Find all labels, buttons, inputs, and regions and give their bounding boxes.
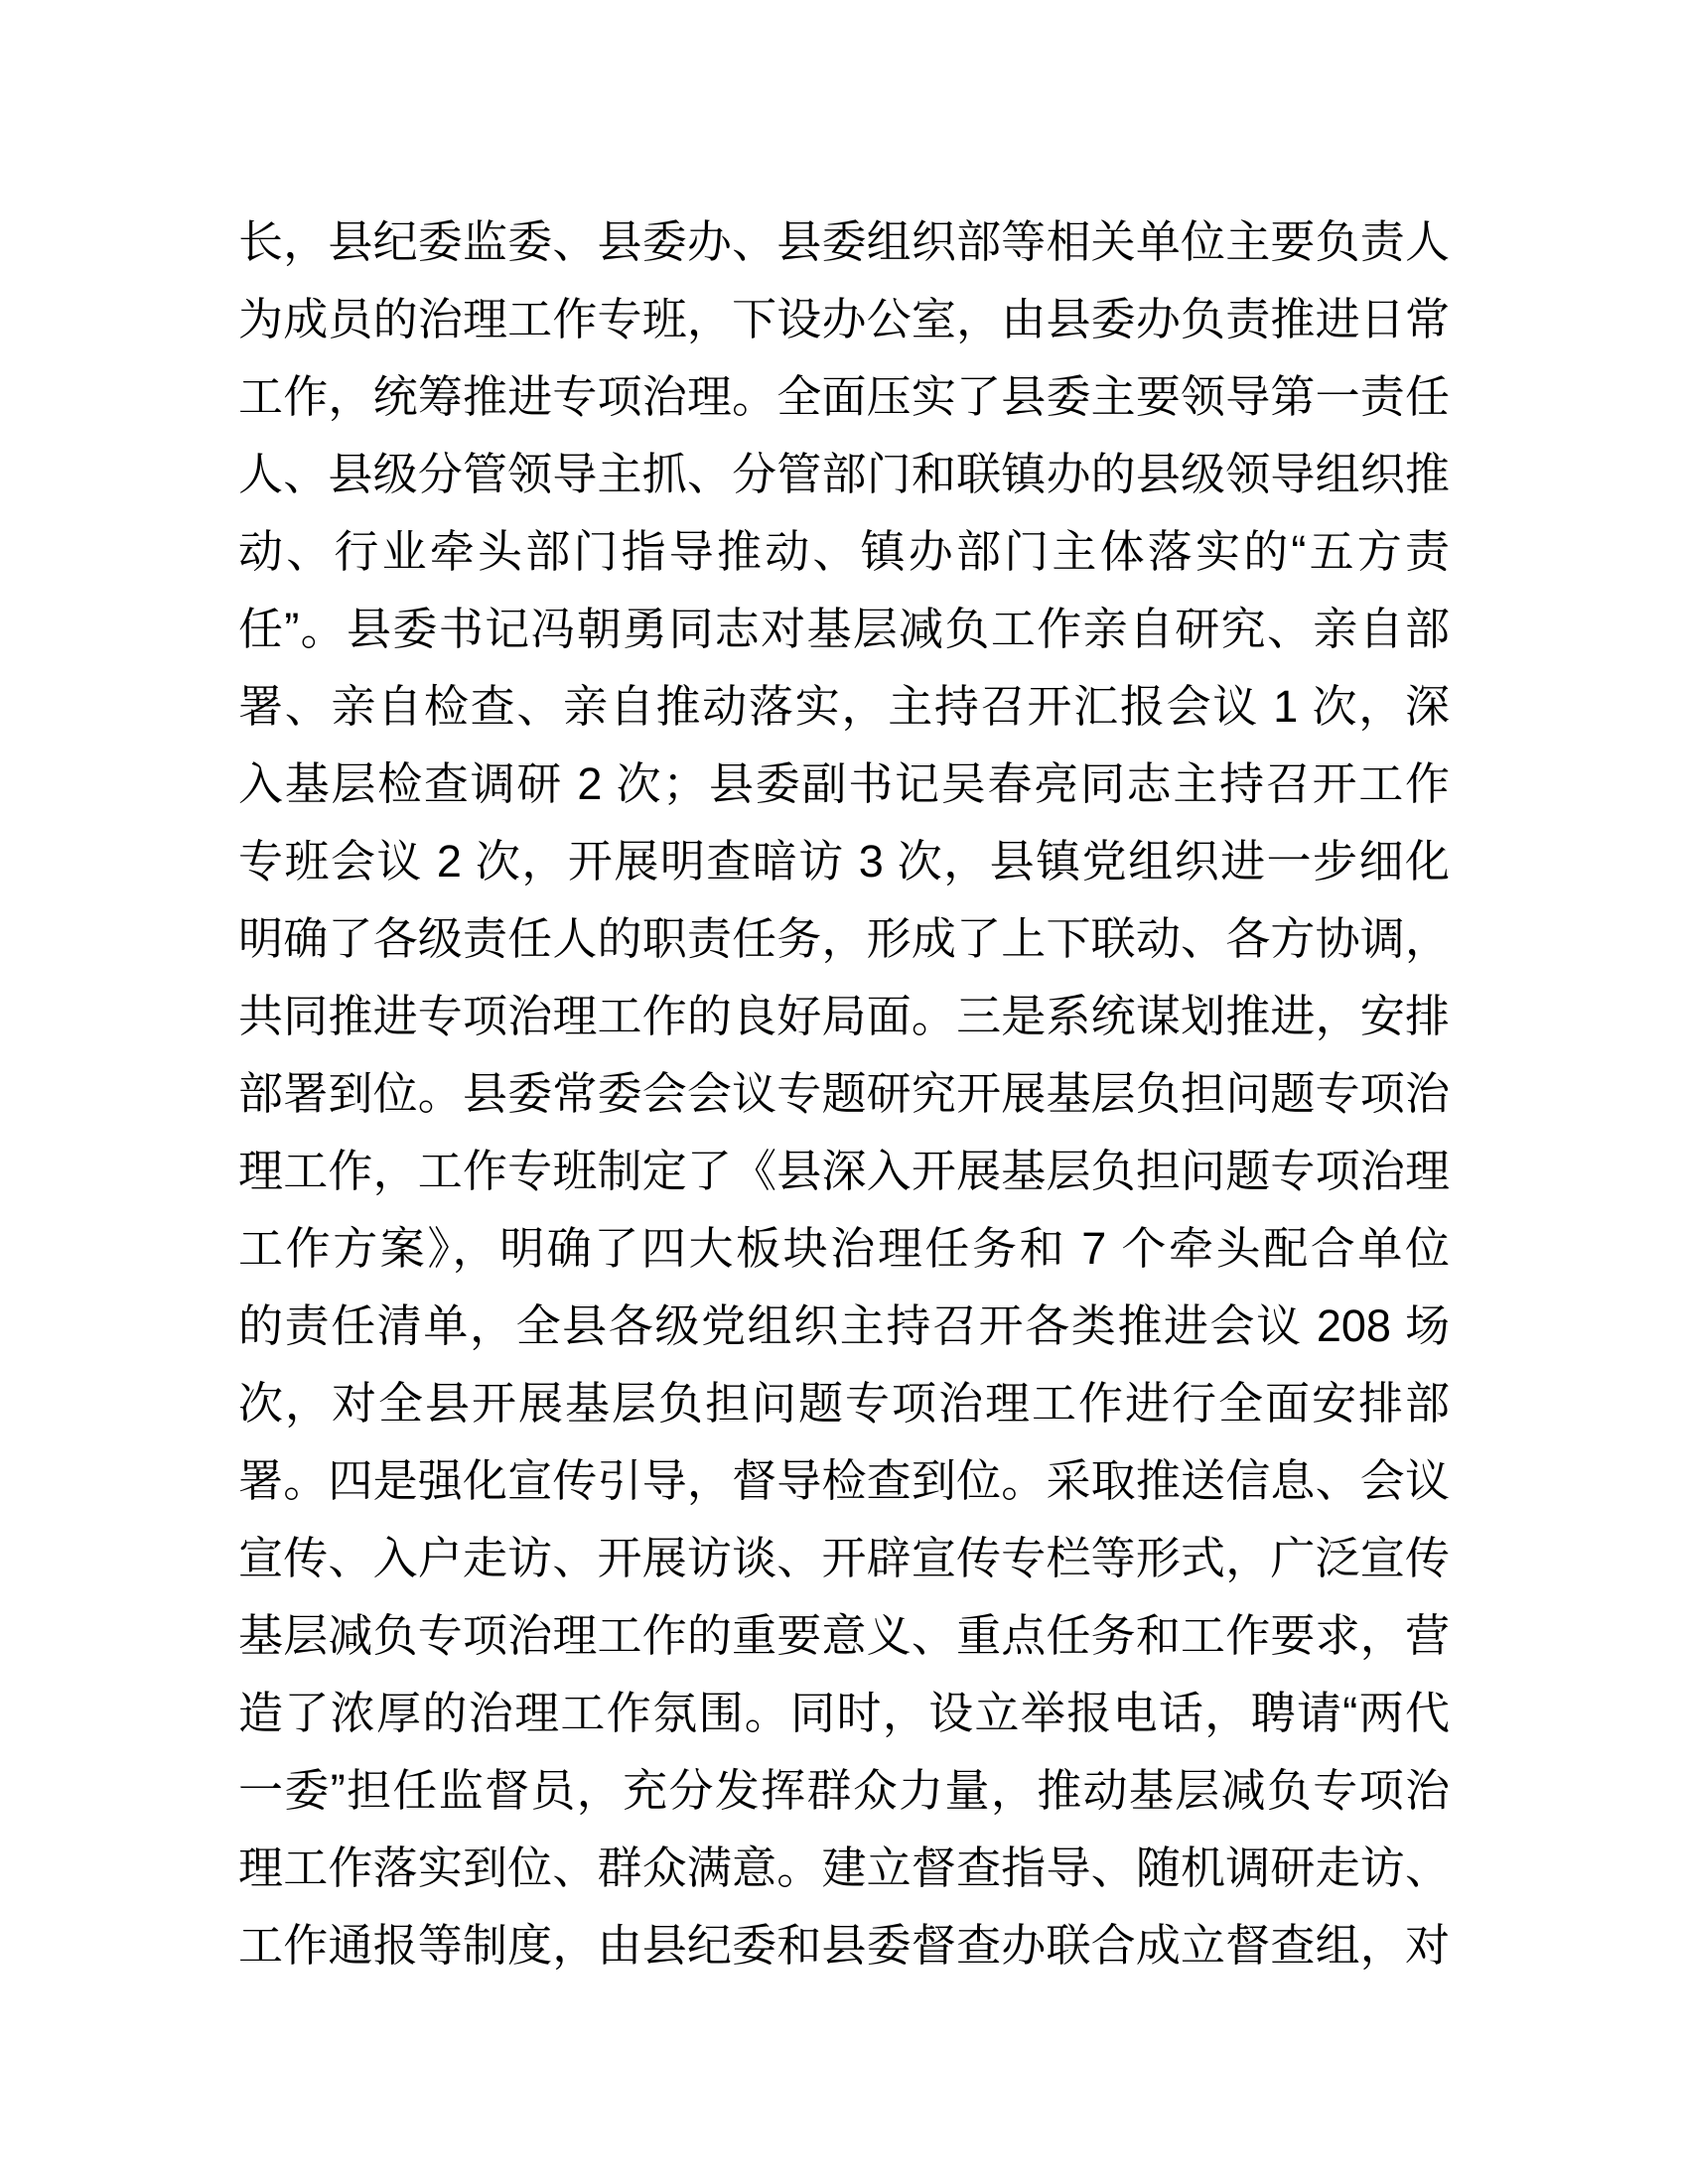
text-line: 动、行业牵头部门指导推动、镇办部门主体落实的“五方责 — [238, 526, 1450, 577]
text-line: 任”。县委书记冯朝勇同志对基层减负工作亲自研究、亲自部 — [238, 604, 1450, 654]
text-line: 署。四是强化宣传引导，督导检查到位。采取推送信息、会议 — [238, 1455, 1450, 1506]
text-line: 长，县纪委监委、县委办、县委组织部等相关单位主要负责人 — [238, 216, 1450, 267]
text-line: 的责任清单，全县各级党组织主持召开各类推进会议 208 场 — [238, 1300, 1450, 1351]
text-line: 工作，统筹推进专项治理。全面压实了县委主要领导第一责任 — [238, 371, 1450, 422]
text-line: 工作方案》，明确了四大板块治理任务和 7 个牵头配合单位 — [238, 1223, 1450, 1274]
text-line: 共同推进专项治理工作的良好局面。三是系统谋划推进，安排 — [238, 991, 1450, 1041]
text-line: 部署到位。县委常委会会议专题研究开展基层负担问题专项治 — [238, 1068, 1450, 1119]
text-line: 人、县级分管领导主抓、分管部门和联镇办的县级领导组织推 — [238, 449, 1450, 499]
text-line: 明确了各级责任人的职责任务，形成了上下联动、各方协调， — [238, 913, 1450, 964]
text-line: 次，对全县开展基层负担问题专项治理工作进行全面安排部 — [238, 1378, 1450, 1429]
text-line: 基层减负专项治理工作的重要意义、重点任务和工作要求，营 — [238, 1610, 1450, 1661]
text-line: 宣传、入户走访、开展访谈、开辟宣传专栏等形式，广泛宣传 — [238, 1533, 1450, 1583]
document-text-block — [238, 204, 1450, 1984]
text-line: 为成员的治理工作专班，下设办公室，由县委办负责推进日常 — [238, 294, 1450, 344]
text-line: 理工作落实到位、群众满意。建立督查指导、随机调研走访、 — [238, 1843, 1450, 1893]
text-line: 入基层检查调研 2 次；县委副书记吴春亮同志主持召开工作 — [238, 758, 1450, 809]
text-line: 造了浓厚的治理工作氛围。同时，设立举报电话，聘请“两代 — [238, 1688, 1450, 1738]
text-line: 理工作，工作专班制定了《县深入开展基层负担问题专项治理 — [238, 1146, 1450, 1196]
text-line: 署、亲自检查、亲自推动落实，主持召开汇报会议 1 次，深 — [238, 681, 1450, 732]
text-line: 一委”担任监督员，充分发挥群众力量，推动基层减负专项治 — [238, 1765, 1450, 1816]
text-line: 专班会议 2 次，开展明查暗访 3 次，县镇党组织进一步细化 — [238, 836, 1450, 887]
text-line: 工作通报等制度，由县纪委和县委督查办联合成立督查组，对 — [238, 1920, 1450, 1971]
